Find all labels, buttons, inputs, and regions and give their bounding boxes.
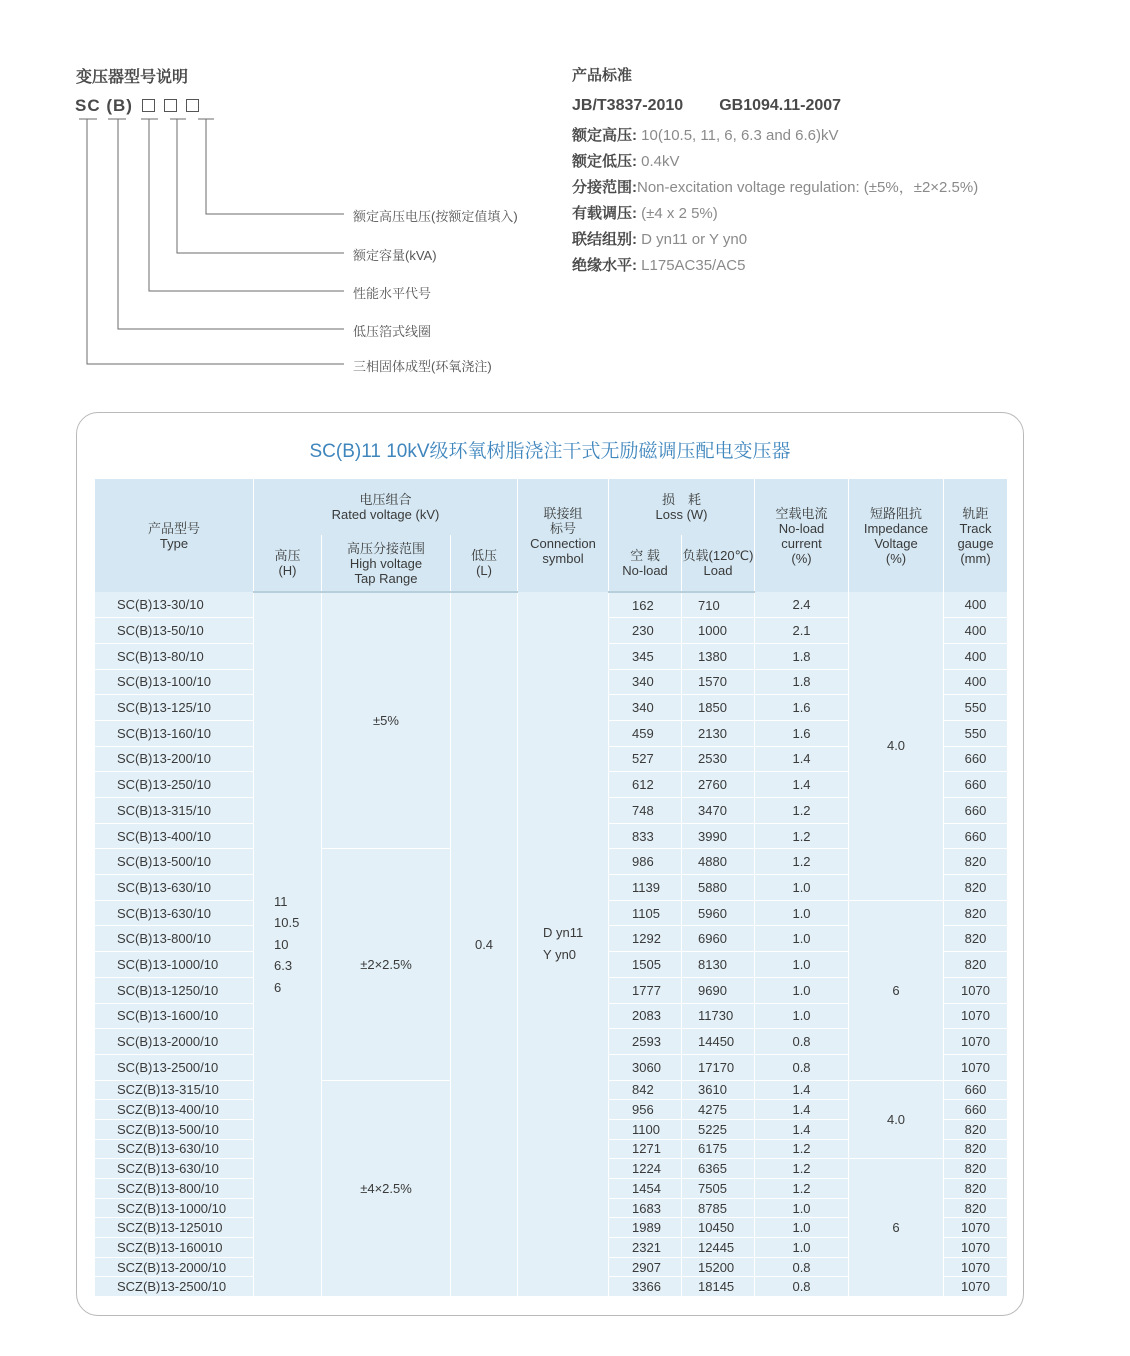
track-gauge-cell: 1070 [944, 977, 1008, 1003]
legend-performance-code: 性能水平代号 [353, 286, 432, 301]
noload-current-cell: 2.4 [755, 592, 849, 618]
header-track-gauge: 轨距 Track gauge (mm) [944, 479, 1008, 592]
load-loss-cell: 2760 [682, 772, 755, 798]
track-gauge-cell: 1070 [944, 1218, 1008, 1238]
type-cell: SC(B)13-200/10 [95, 746, 254, 772]
noload-current-cell: 1.4 [755, 746, 849, 772]
load-loss-cell: 5880 [682, 875, 755, 901]
noload-loss-cell: 842 [609, 1080, 682, 1100]
spec-rated-lv: 额定低压: 0.4kV [572, 153, 680, 170]
noload-current-cell: 1.0 [755, 1198, 849, 1218]
legend-rated-capacity: 额定容量(kVA) [353, 248, 437, 263]
spec-vector-group: 联结组别: D yn11 or Y yn0 [572, 231, 748, 248]
noload-loss-cell: 1105 [609, 900, 682, 926]
model-explanation-title: 变压器型号说明 [76, 69, 189, 86]
noload-current-cell: 1.0 [755, 900, 849, 926]
header-load-loss: 负载(120℃) Load [682, 535, 755, 592]
noload-loss-cell: 162 [609, 592, 682, 618]
noload-loss-cell: 1224 [609, 1159, 682, 1179]
type-cell: SC(B)13-315/10 [95, 798, 254, 824]
noload-loss-cell: 748 [609, 798, 682, 824]
noload-loss-cell: 612 [609, 772, 682, 798]
load-loss-cell: 3610 [682, 1080, 755, 1100]
type-cell: SCZ(B)13-125010 [95, 1218, 254, 1238]
load-loss-cell: 4275 [682, 1100, 755, 1120]
hv-value: 11 [274, 893, 288, 909]
load-loss-cell: 6175 [682, 1139, 755, 1159]
type-cell: SCZ(B)13-1000/10 [95, 1198, 254, 1218]
type-cell: SC(B)13-250/10 [95, 772, 254, 798]
noload-loss-cell: 1292 [609, 926, 682, 952]
tap-range-cell-2: ±2×2.5% [322, 849, 451, 1080]
load-loss-cell: 8785 [682, 1198, 755, 1218]
track-gauge-cell: 1070 [944, 1003, 1008, 1029]
noload-loss-cell: 1683 [609, 1198, 682, 1218]
type-cell: SCZ(B)13-2500/10 [95, 1277, 254, 1297]
track-gauge-cell: 550 [944, 720, 1008, 746]
lv-cell: 0.4 [451, 592, 518, 1297]
load-loss-cell: 1000 [682, 618, 755, 644]
tap-range-cell-3: ±4×2.5% [322, 1080, 451, 1297]
table-title: SC(B)11 10kV级环氧树脂浇注干式无励磁调压配电变压器 [309, 441, 791, 462]
type-cell: SCZ(B)13-630/10 [95, 1159, 254, 1179]
hv-cell [254, 592, 322, 1297]
noload-current-cell: 1.0 [755, 1003, 849, 1029]
type-cell: SCZ(B)13-500/10 [95, 1119, 254, 1139]
track-gauge-cell: 1070 [944, 1054, 1008, 1080]
type-cell: SC(B)13-400/10 [95, 823, 254, 849]
load-loss-cell: 11730 [682, 1003, 755, 1029]
header-noload-loss: 空 载 No-load [609, 535, 682, 592]
track-gauge-cell: 820 [944, 900, 1008, 926]
load-loss-cell: 1850 [682, 695, 755, 721]
load-loss-cell: 4880 [682, 849, 755, 875]
noload-current-cell: 1.4 [755, 1119, 849, 1139]
load-loss-cell: 2130 [682, 720, 755, 746]
noload-current-cell: 1.0 [755, 875, 849, 901]
spec-tap-range: 分接范围:Non-excitation voltage regulation: (±5%，±2×2.5%) [572, 179, 979, 196]
standard-code-jbt: JB/T3837-2010 [572, 97, 684, 114]
type-cell: SC(B)13-1600/10 [95, 1003, 254, 1029]
load-loss-cell: 9690 [682, 977, 755, 1003]
type-cell: SC(B)13-80/10 [95, 643, 254, 669]
noload-loss-cell: 1271 [609, 1139, 682, 1159]
noload-current-cell: 1.0 [755, 926, 849, 952]
noload-loss-cell: 1777 [609, 977, 682, 1003]
noload-loss-cell: 2907 [609, 1257, 682, 1277]
load-loss-cell: 1380 [682, 643, 755, 669]
noload-current-cell: 1.4 [755, 1080, 849, 1100]
header-loss: 损 耗 Loss (W) [609, 479, 755, 535]
noload-current-cell: 1.2 [755, 823, 849, 849]
connection-value: D yn11 [543, 925, 584, 941]
noload-loss-cell: 2593 [609, 1029, 682, 1055]
noload-loss-cell: 986 [609, 849, 682, 875]
track-gauge-cell: 1070 [944, 1238, 1008, 1258]
noload-current-cell: 1.4 [755, 1100, 849, 1120]
type-cell: SC(B)13-1000/10 [95, 952, 254, 978]
noload-current-cell: 2.1 [755, 618, 849, 644]
noload-loss-cell: 3060 [609, 1054, 682, 1080]
noload-current-cell: 1.2 [755, 1179, 849, 1199]
track-gauge-cell: 1070 [944, 1277, 1008, 1297]
track-gauge-cell: 660 [944, 1100, 1008, 1120]
load-loss-cell: 5225 [682, 1119, 755, 1139]
load-loss-cell: 17170 [682, 1054, 755, 1080]
noload-current-cell: 1.0 [755, 977, 849, 1003]
noload-current-cell: 1.6 [755, 695, 849, 721]
track-gauge-cell: 660 [944, 798, 1008, 824]
noload-loss-cell: 345 [609, 643, 682, 669]
noload-current-cell: 1.2 [755, 1159, 849, 1179]
noload-current-cell: 1.0 [755, 952, 849, 978]
noload-loss-cell: 2083 [609, 1003, 682, 1029]
type-cell: SCZ(B)13-315/10 [95, 1080, 254, 1100]
type-cell: SC(B)13-125/10 [95, 695, 254, 721]
track-gauge-cell: 400 [944, 618, 1008, 644]
spec-rated-hv: 额定高压: 10(10.5, 11, 6, 6.3 and 6.6)kV [572, 127, 839, 144]
track-gauge-cell: 400 [944, 669, 1008, 695]
noload-loss-cell: 2321 [609, 1238, 682, 1258]
load-loss-cell: 2530 [682, 746, 755, 772]
header-connection-symbol: 联接组 标号 Connection symbol [518, 479, 609, 592]
track-gauge-cell: 550 [944, 695, 1008, 721]
noload-current-cell: 1.2 [755, 798, 849, 824]
noload-current-cell: 1.2 [755, 849, 849, 875]
track-gauge-cell: 400 [944, 592, 1008, 618]
track-gauge-cell: 660 [944, 746, 1008, 772]
model-legend-lines [0, 0, 560, 380]
type-cell: SC(B)13-500/10 [95, 849, 254, 875]
spec-on-load-tap: 有载调压: (±4 x 2 5%) [572, 205, 718, 222]
track-gauge-cell: 660 [944, 1080, 1008, 1100]
track-gauge-cell: 1070 [944, 1029, 1008, 1055]
noload-current-cell: 0.8 [755, 1054, 849, 1080]
track-gauge-cell: 820 [944, 849, 1008, 875]
noload-loss-cell: 1989 [609, 1218, 682, 1238]
impedance-cell-1: 4.0 [849, 592, 944, 900]
type-cell: SC(B)13-50/10 [95, 618, 254, 644]
header-lv: 低压 (L) [451, 535, 518, 592]
track-gauge-cell: 1070 [944, 1257, 1008, 1277]
noload-loss-cell: 527 [609, 746, 682, 772]
impedance-cell-3: 4.0 [849, 1080, 944, 1159]
load-loss-cell: 15200 [682, 1257, 755, 1277]
connection-cell [518, 592, 609, 1297]
impedance-cell-4: 6 [849, 1159, 944, 1297]
load-loss-cell: 8130 [682, 952, 755, 978]
track-gauge-cell: 820 [944, 1198, 1008, 1218]
noload-loss-cell: 1454 [609, 1179, 682, 1199]
track-gauge-cell: 820 [944, 1119, 1008, 1139]
noload-current-cell: 0.8 [755, 1277, 849, 1297]
standards-title: 产品标准 [572, 67, 633, 84]
load-loss-cell: 6365 [682, 1159, 755, 1179]
noload-loss-cell: 956 [609, 1100, 682, 1120]
legend-rated-hv: 额定高压电压(按额定值填入) [353, 209, 518, 224]
load-loss-cell: 6960 [682, 926, 755, 952]
track-gauge-cell: 400 [944, 643, 1008, 669]
noload-current-cell: 1.6 [755, 720, 849, 746]
load-loss-cell: 14450 [682, 1029, 755, 1055]
noload-current-cell: 1.0 [755, 1238, 849, 1258]
type-cell: SCZ(B)13-400/10 [95, 1100, 254, 1120]
type-cell: SC(B)13-30/10 [95, 592, 254, 618]
track-gauge-cell: 660 [944, 823, 1008, 849]
noload-loss-cell: 833 [609, 823, 682, 849]
standard-codes [572, 97, 841, 115]
track-gauge-cell: 660 [944, 772, 1008, 798]
legend-lv-foil-coil: 低压箔式线圈 [353, 324, 432, 339]
load-loss-cell: 5960 [682, 900, 755, 926]
noload-loss-cell: 1139 [609, 875, 682, 901]
noload-loss-cell: 459 [609, 720, 682, 746]
noload-current-cell: 1.4 [755, 772, 849, 798]
track-gauge-cell: 820 [944, 1139, 1008, 1159]
type-cell: SC(B)13-2000/10 [95, 1029, 254, 1055]
track-gauge-cell: 820 [944, 875, 1008, 901]
type-cell: SC(B)13-800/10 [95, 926, 254, 952]
header-rated-voltage: 电压组合 Rated voltage (kV) [254, 479, 518, 535]
table-row [95, 592, 1008, 618]
legend-three-phase-cast: 三相固体成型(环氧浇注) [353, 359, 492, 374]
type-cell: SCZ(B)13-160010 [95, 1238, 254, 1258]
track-gauge-cell: 820 [944, 1179, 1008, 1199]
track-gauge-cell: 820 [944, 952, 1008, 978]
header-hv: 高压 (H) [254, 535, 322, 592]
type-cell: SCZ(B)13-2000/10 [95, 1257, 254, 1277]
hv-value: 10.5 [274, 915, 300, 931]
noload-current-cell: 1.8 [755, 669, 849, 695]
header-tap-range: 高压分接范围 High voltage Tap Range [322, 535, 451, 592]
load-loss-cell: 7505 [682, 1179, 755, 1199]
noload-loss-cell: 230 [609, 618, 682, 644]
header-type: 产品型号 Type [95, 479, 254, 592]
load-loss-cell: 12445 [682, 1238, 755, 1258]
type-cell: SC(B)13-2500/10 [95, 1054, 254, 1080]
noload-loss-cell: 1100 [609, 1119, 682, 1139]
track-gauge-cell: 820 [944, 926, 1008, 952]
type-cell: SC(B)13-1250/10 [95, 977, 254, 1003]
type-cell: SC(B)13-160/10 [95, 720, 254, 746]
standard-code-gb: GB1094.11-2007 [719, 97, 842, 114]
noload-current-cell: 0.8 [755, 1029, 849, 1055]
type-cell: SC(B)13-100/10 [95, 669, 254, 695]
noload-loss-cell: 340 [609, 695, 682, 721]
noload-current-cell: 0.8 [755, 1257, 849, 1277]
load-loss-cell: 3990 [682, 823, 755, 849]
track-gauge-cell: 820 [944, 1159, 1008, 1179]
noload-loss-cell: 3366 [609, 1277, 682, 1297]
hv-value: 10 [274, 936, 289, 952]
spec-insulation-level: 绝缘水平: L175AC35/AC5 [572, 257, 746, 274]
hv-value: 6 [274, 979, 282, 995]
header-noload-current: 空载电流 No-load current (%) [755, 479, 849, 592]
load-loss-cell: 10450 [682, 1218, 755, 1238]
load-loss-cell: 3470 [682, 798, 755, 824]
noload-current-cell: 1.8 [755, 643, 849, 669]
noload-loss-cell: 340 [609, 669, 682, 695]
noload-current-cell: 1.2 [755, 1139, 849, 1159]
tap-range-cell-1: ±5% [322, 592, 451, 849]
spec-table [94, 479, 1008, 1297]
load-loss-cell: 1570 [682, 669, 755, 695]
impedance-cell-2: 6 [849, 900, 944, 1080]
connection-value: Y yn0 [543, 947, 577, 963]
type-cell: SC(B)13-630/10 [95, 875, 254, 901]
type-cell: SCZ(B)13-630/10 [95, 1139, 254, 1159]
noload-loss-cell: 1505 [609, 952, 682, 978]
type-cell: SC(B)13-630/10 [95, 900, 254, 926]
header-impedance-voltage: 短路阻抗 Impedance Voltage (%) [849, 479, 944, 592]
model-code-prefix: SC (B) [75, 96, 133, 115]
type-cell: SCZ(B)13-800/10 [95, 1179, 254, 1199]
noload-current-cell: 1.0 [755, 1218, 849, 1238]
hv-value: 6.3 [274, 958, 293, 974]
load-loss-cell: 710 [682, 592, 755, 618]
load-loss-cell: 18145 [682, 1277, 755, 1297]
